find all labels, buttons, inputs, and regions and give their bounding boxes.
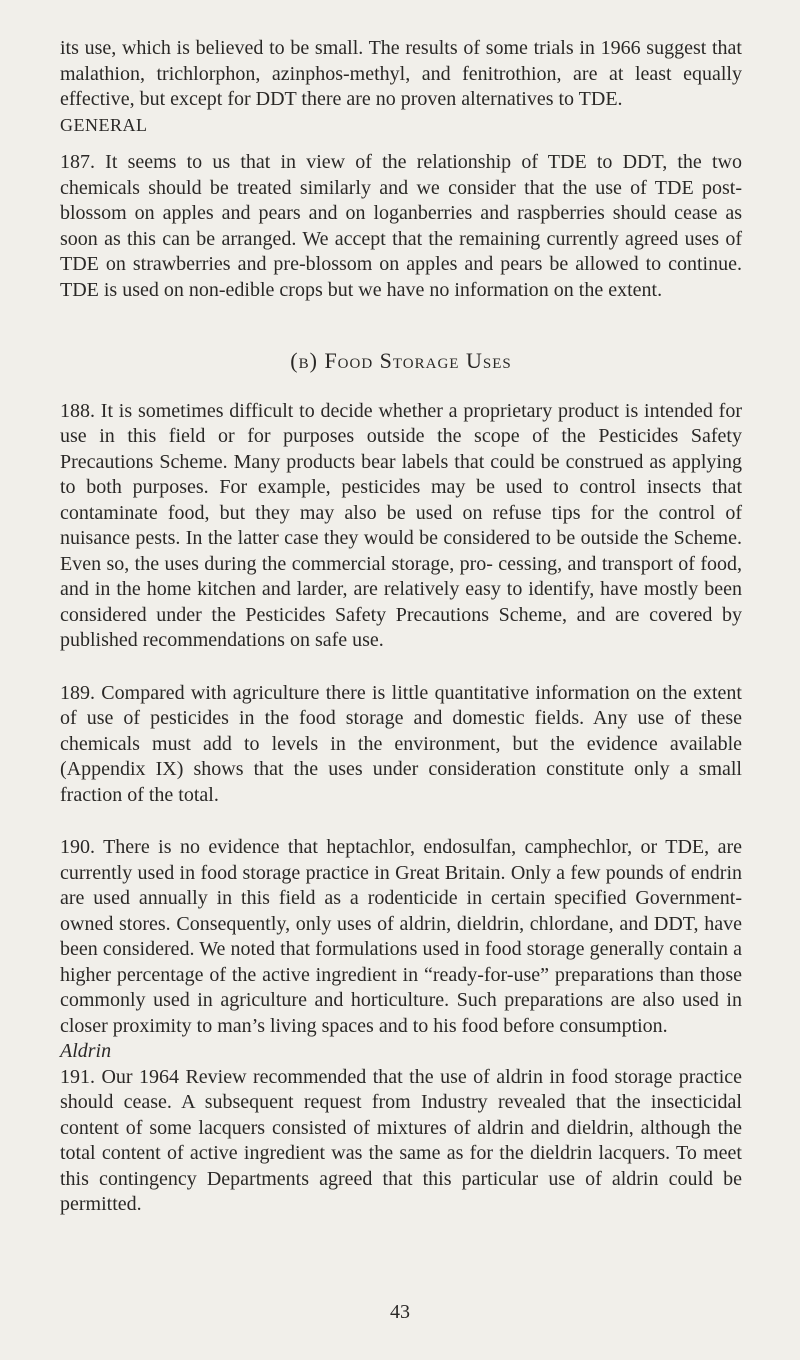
intro-paragraph: its use, which is believed to be small. The results of some trials in 1966 suggest that malathion, trichlorphon, azinphos-methyl, and fenitrothion, are at least equally effective, but except for DDT there are no proven alternatives to TDE. (60, 37, 742, 110)
section-heading-general: GENERAL (60, 114, 148, 135)
page-number: 43 (390, 1301, 410, 1323)
paragraph-189: 189. Compared with agriculture there is little quantitative information on the extent of use of pesticides in the food storage and domestic fields. Any use of these chemicals must add to levels in the environment, but the evidence available (Appendix IX) shows that the uses under consideration constitute only a small fraction of the total. (60, 681, 742, 806)
section-title-food-storage: (b) Food Storage Uses (290, 348, 512, 373)
paragraph-190: 190. There is no evidence that heptachlor, endosulfan, camphechlor, or TDE, are currently used in food storage practice in Great Britain. Only a few pounds of endrin are used annually in this field as a rodenticide in certain specified Government-owned stores. Consequently, only uses of aldrin, dieldrin, chlordane, and DDT, have been considered. We noted that formulations used in food storage generally contain a higher percentage of the active ingredient in “ready-for-use” preparations than those commonly used in agriculture and horticulture. Such preparations are also used in closer proximity to man’s living spaces and to his food before consumption. (60, 836, 742, 1037)
paragraph-187: 187. It seems to us that in view of the relationship of TDE to DDT, the two chemicals should be treated similarly and we consider that the use of TDE post-blossom on apples and pears and on loganberries and raspberries should cease as soon as this can be arranged. We accept that the remaining currently agreed uses of TDE on strawberries and pre-blossom on apples and pears be allowed to continue. TDE is used on non-edible crops but we have no information on the extent. (60, 151, 742, 301)
paragraph-188: 188. It is sometimes difficult to decide whether a proprietary product is intended for use in this field or for purposes outside the scope of the Pesticides Safety Precautions Scheme. Many products bear labels that could be construed as applying to both purposes. For example, pesticides may be used to control insects that contaminate food, but they may also be used on refuse tips for the control of nuisance pests. In the latter case they would be considered to be outside the Scheme. Even so, the uses during the commercial storage, pro- cessing, and transport of food, and in the home kitchen and larder, are relatively easy to identify, have mostly been considered under the Pesticides Safety Precautions Scheme, and are covered by published recommendations on safe use. (60, 399, 742, 651)
paragraph-191: 191. Our 1964 Review recommended that the use of aldrin in food storage practice should cease. A subsequent request from Industry revealed that the insecticidal content of some lacquers consisted of mixtures of aldrin and dieldrin, although the total content of active ingredient was the same as for the dieldrin lacquers. To meet this contingency Departments agreed that this particular use of aldrin could be permitted. (60, 1065, 742, 1215)
document-page (60, 36, 742, 1218)
subheading-aldrin: Aldrin (60, 1040, 112, 1062)
